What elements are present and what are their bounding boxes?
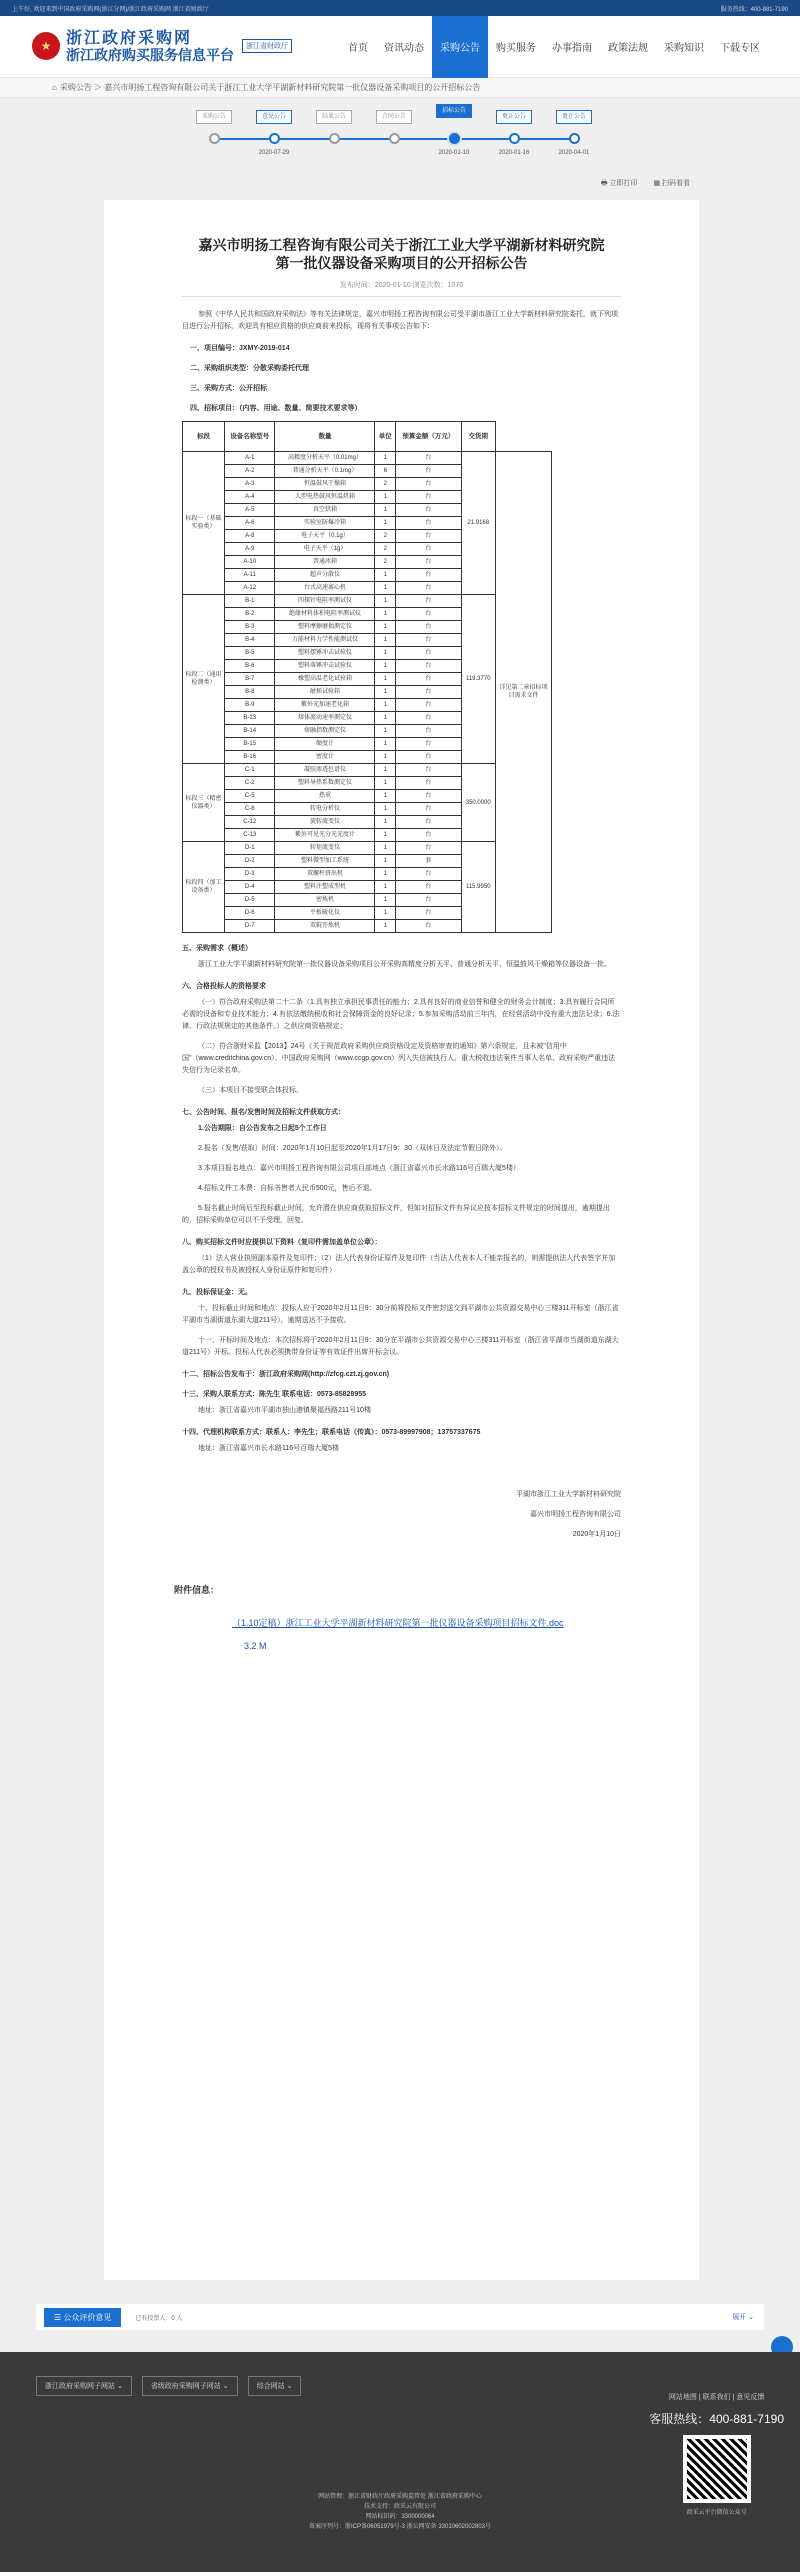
table-cell: 2 — [375, 543, 396, 556]
site-logo[interactable] — [32, 30, 292, 63]
table-cell: B-3 — [225, 621, 275, 634]
step-label[interactable]: 合同公告 — [376, 110, 412, 124]
table-cell: 台 — [396, 673, 461, 686]
table-cell: 塑料导热系数测定仪 — [275, 777, 375, 790]
signature-block: 平湖市浙江工业大学新材料研究院 嘉兴市明扬工程咨询有限公司 2020年1月10日 — [516, 1491, 621, 1538]
table-cell: 台 — [396, 751, 461, 764]
table-cell: 台 — [396, 829, 461, 842]
table-cell: 热重 — [275, 790, 375, 803]
table-cell: B-13 — [225, 712, 275, 725]
table-cell: 6 — [375, 465, 396, 478]
step-label[interactable]: 更正公告 — [496, 110, 532, 124]
nav-item[interactable]: 办事指南 — [552, 43, 592, 54]
top-info-bar — [0, 0, 800, 16]
table-cell: 普通冰箱 — [275, 556, 375, 569]
table-cell: 台 — [396, 738, 461, 751]
step-label[interactable]: 招标公告 — [436, 104, 472, 118]
logo-title: 浙江政府采购网 — [66, 30, 193, 47]
step-date: 2020-01-16 — [498, 150, 530, 156]
table-header: 交货期 — [461, 422, 495, 452]
table-cell: 1 — [375, 608, 396, 621]
step-label[interactable]: 意见公告 — [256, 110, 292, 124]
table-cell: 台 — [396, 504, 461, 517]
table-cell: 1 — [375, 894, 396, 907]
table-cell: C-12 — [225, 816, 275, 829]
lot-budget: 21.9168 — [461, 452, 495, 595]
table-cell: C-13 — [225, 829, 275, 842]
table-cell: 塑料摩擦磨损测定仪 — [275, 621, 375, 634]
table-cell: 1 — [375, 712, 396, 725]
announcement-progress — [0, 98, 800, 198]
table-header: 单位 — [375, 422, 396, 452]
table-cell: B-16 — [225, 751, 275, 764]
table-cell: 1 — [375, 920, 396, 933]
lot-name: 标段三（精密仪器类） — [183, 764, 225, 842]
table-cell: 耐候试验箱 — [275, 686, 375, 699]
national-emblem-icon: ★ — [32, 32, 60, 60]
table-cell: 塑料注塑成型机 — [275, 881, 375, 894]
table-header: 设备名称型号 — [225, 422, 275, 452]
table-cell: 双辊开炼机 — [275, 920, 375, 933]
table-cell: B-9 — [225, 699, 275, 712]
section-14-address: 地址：浙江省嘉兴市长水路116号百瑞大厦5楼 — [198, 1445, 340, 1452]
table-cell: B-4 — [225, 634, 275, 647]
table-cell: 1 — [375, 829, 396, 842]
table-cell: 1 — [375, 647, 396, 660]
table-cell: 四探针电阻率测试仪 — [275, 595, 375, 608]
table-cell: 1 — [375, 751, 396, 764]
table-cell: 转矩流变仪 — [275, 842, 375, 855]
breadcrumb-text[interactable]: 采购公告 ＞ 嘉兴市明扬工程咨询有限公司关于浙江工业大学平湖新材料研究院第一批仪器设备采购项目的公开招标公告 — [59, 83, 481, 92]
article-intro: 参照《中华人民共和国政府采购法》等有关法律规定，嘉兴市明扬工程咨询有限公司受平湖市浙江工业大学新材料研究院委托，就下列项目进行公开招标，欢迎具有相应资格的供应商前来投标，现将有关事项公告如下： — [182, 311, 618, 330]
lot-budget: 115.9950 — [461, 842, 495, 933]
footer-info: 网站管理：浙江省财政厅政府采购监管处 浙江省政府采购中心 技术支持：政采云有限公司 网站标识码：3300000064 备案序列号：浙ICP备06051979号-3 浙公网安备 33010602002803号 — [308, 2494, 492, 2530]
section-14: 十四、代理机构联系方式：联系人：李先生；联系电话（传真）：0573-89997908；13757337675 — [182, 1429, 481, 1436]
table-cell: 超声分散仪 — [275, 569, 375, 582]
table-cell: B-14 — [225, 725, 275, 738]
wechat-qr-code — [683, 2435, 751, 2503]
table-cell: 1 — [375, 777, 396, 790]
table-cell: B-6 — [225, 660, 275, 673]
table-cell: 1 — [375, 803, 396, 816]
section-8-body: （1）法人营业执照副本原件及复印件；（2）法人代表身份证原件及复印件（当法人代表本人不能亲报名的，则需提供法人代表签字并加盖公章的授权书及被授权人身份证原件和复印件） — [182, 1255, 616, 1274]
section-7-2: 2.报名（发售/获取）时间：2020年1月10日起至2020年1月17日9：30（双休日及法定节假日除外）。 — [198, 1145, 507, 1152]
home-icon[interactable]: ⌂ — [52, 83, 57, 92]
table-cell: 1 — [375, 881, 396, 894]
footer-site-link[interactable]: 综合网站 ⌄ — [248, 2376, 302, 2396]
table-cell: 1 — [375, 660, 396, 673]
table-cell: A-11 — [225, 569, 275, 582]
procurement-method: 三、采购方式：公开招标 — [190, 385, 267, 392]
article-panel — [104, 200, 699, 2280]
table-cell: 1 — [375, 790, 396, 803]
article-meta: 发布时间：2020-01-10 浏览次数：1076 — [182, 280, 621, 297]
footer-site-link[interactable]: 浙江政府采购网子网站 ⌄ — [36, 2376, 132, 2396]
table-cell: 1 — [375, 673, 396, 686]
table-cell: 1 — [375, 634, 396, 647]
table-header: 数量 — [275, 422, 375, 452]
table-cell: A-9 — [225, 543, 275, 556]
table-cell: 台 — [396, 868, 461, 881]
step-dot — [209, 133, 220, 144]
table-cell: 1 — [375, 725, 396, 738]
nav-item[interactable]: 下载专区 — [720, 43, 760, 54]
step-date: 2020-01-10 — [438, 150, 470, 156]
article-title: 嘉兴市明扬工程咨询有限公司关于浙江工业大学平湖新材料研究院 第一批仪器设备采购项目的公开招标公告 — [198, 239, 605, 272]
expand-button[interactable]: 展开 ⌄ — [732, 2314, 754, 2321]
table-cell: 转电分析仪 — [275, 803, 375, 816]
section-9: 九、投标保证金：无。 — [182, 1289, 252, 1296]
table-cell: 1 — [375, 491, 396, 504]
qr-caption: 政采云平台微信公众号 — [686, 2510, 747, 2516]
section-7-1: 1.公告期限：自公告发布之日起5个工作日 — [198, 1125, 327, 1132]
table-cell: 台 — [396, 686, 461, 699]
table-cell: 紫外光加速老化箱 — [275, 699, 375, 712]
table-cell: D-5 — [225, 894, 275, 907]
table-cell: C-8 — [225, 803, 275, 816]
table-cell: 实验室防爆冷箱 — [275, 517, 375, 530]
table-cell: B-2 — [225, 608, 275, 621]
section-6-p3: （三）本项目不接受联合体投标。 — [198, 1087, 303, 1094]
table-cell: 1 — [375, 816, 396, 829]
table-cell: 台 — [396, 543, 461, 556]
step-dot — [449, 133, 460, 144]
main-nav — [340, 16, 768, 78]
lot-name: 标段一（基础实验类） — [183, 452, 225, 595]
table-cell: 双螺杆挤出机 — [275, 868, 375, 881]
table-cell: D-4 — [225, 881, 275, 894]
nav-item[interactable]: 资讯动态 — [384, 43, 424, 54]
table-cell: 台 — [396, 894, 461, 907]
table-cell: 台 — [396, 907, 461, 920]
hotline-text: 服务热线：400-881-7190 — [720, 6, 788, 13]
nav-item[interactable]: 购买服务 — [496, 43, 536, 54]
step-label[interactable]: 更正公告 — [556, 110, 592, 124]
table-cell: 绝缘材料体积电阻率测试仪 — [275, 608, 375, 621]
table-cell: 旋转流变仪 — [275, 816, 375, 829]
table-cell: 1 — [375, 738, 396, 751]
table-cell: 台 — [396, 712, 461, 725]
table-cell: D-7 — [225, 920, 275, 933]
lot-budget: 350.0000 — [461, 764, 495, 842]
table-cell: 1 — [375, 699, 396, 712]
table-cell: 熔融指数测定仪 — [275, 725, 375, 738]
table-cell: A-3 — [225, 478, 275, 491]
section-13: 十三、采购人联系方式：陈先生 联系电话：0573-85828955 — [182, 1391, 366, 1398]
section-8-title: 八、购买招标文件时应提供以下资料（复印件需加盖单位公章）： — [182, 1239, 382, 1246]
section-7-4: 4.招标文件工本费：自标书售者人民币500元，售后不退。 — [198, 1185, 377, 1192]
table-cell: 凝胶渗透色谱仪 — [275, 764, 375, 777]
table-cell: 台 — [396, 634, 461, 647]
table-cell: 台 — [396, 582, 461, 595]
table-cell: 台 — [396, 621, 461, 634]
table-cell: 台式高速离心机 — [275, 582, 375, 595]
attachment-link[interactable]: （1.10定稿）浙江工业大学平湖新材料研究院第一批仪器设备采购项目招标文件.doc — [232, 1618, 564, 1628]
table-cell: 2 — [375, 556, 396, 569]
table-cell: 万能材料力学性能测试仪 — [275, 634, 375, 647]
table-cell: A-10 — [225, 556, 275, 569]
footer-site-links — [0, 2352, 800, 2396]
section-12: 十二、招标公告发布于：浙江政府采购网(http://zfcg.czt.zj.gov.cn) — [182, 1371, 390, 1378]
table-cell: D-2 — [225, 855, 275, 868]
table-cell: 台 — [396, 660, 461, 673]
table-cell: A-8 — [225, 530, 275, 543]
table-cell: 紫外可见光分光光度计 — [275, 829, 375, 842]
table-cell: 熔体流动速率测定仪 — [275, 712, 375, 725]
table-cell: 2 — [375, 478, 396, 491]
step-dot — [389, 133, 400, 144]
feedback-bar — [36, 2304, 764, 2330]
table-cell: 2 — [375, 530, 396, 543]
table-cell: B-5 — [225, 647, 275, 660]
table-cell: 台 — [396, 699, 461, 712]
lot-name: 标段二（通用检测类） — [183, 595, 225, 764]
table-cell: 1 — [375, 569, 396, 582]
table-cell: B-1 — [225, 595, 275, 608]
table-cell: 塑料微型加工系统 — [275, 855, 375, 868]
table-cell: 1 — [375, 517, 396, 530]
tender-items-heading: 四、招标项目：（内容、用途、数量、简要技术要求等） — [190, 405, 362, 412]
section-6-p2: （二）符合浙财采监【2013】24号《关于规范政府采购供应商资格设定及资格审查的通知》第六条规定，且未被"信用中国"（www.creditchina.gov.cn）、中国政府采购网（www.ccgp.gov.cn）列入失信被执行人、重大税收违法案件当事人名单、政府采购严重违法失信行为记录名单。 — [182, 1043, 616, 1074]
table-cell: 密度计 — [275, 751, 375, 764]
project-number: 一、项目编号：JXMY-2019-014 — [190, 345, 290, 352]
footer-contact — [649, 2392, 784, 2516]
qr-button[interactable]: ▦ 扫码看看 — [653, 180, 690, 187]
feedback-tag[interactable]: ☰ 公众评价意见 — [44, 2308, 121, 2327]
nav-item[interactable]: 采购公告 — [432, 16, 488, 78]
table-cell: 1 — [375, 621, 396, 634]
welcome-text: 上午好, 欢迎来到中国政府采购网(浙江分网)/浙江政府采购网 浙江省财政厅 — [12, 6, 209, 13]
table-cell: 1 — [375, 595, 396, 608]
table-cell: 台 — [396, 803, 461, 816]
vote-count: 已有投票人：0 人 — [135, 2315, 183, 2322]
table-cell: 台 — [396, 764, 461, 777]
table-cell: 1 — [375, 907, 396, 920]
progress-tools — [601, 178, 690, 190]
section-10: 十、投标截止时间和地点：投标人应于2020年2月11日9：30分前将投标文件密封送交到平湖市公共资源交易中心三楼311开标室（浙江省平湖市当湖街道东湖大道211号），逾期送达不予接收。 — [182, 1305, 619, 1324]
step-date: 2020-07-29 — [258, 150, 290, 156]
table-cell: 1 — [375, 686, 396, 699]
attachment-size: 3.2 M — [244, 1641, 267, 1651]
footer-site-link[interactable]: 省级政府采购网子网站 ⌄ — [142, 2376, 238, 2396]
logo-subtitle: 浙江政府购买服务信息平台 — [66, 46, 234, 63]
table-cell: 台 — [396, 530, 461, 543]
table-cell: 1 — [375, 504, 396, 517]
table-cell: 高精度分析天平（0.01mg） — [275, 452, 375, 465]
table-cell: A-5 — [225, 504, 275, 517]
site-header — [0, 16, 800, 78]
section-13-address: 地址：浙江省嘉兴市平湖市独山港镇聚福西路211号10楼 — [198, 1407, 371, 1414]
table-cell: 台 — [396, 777, 461, 790]
table-cell: A-12 — [225, 582, 275, 595]
table-cell: 大型电热鼓风恒温烘箱 — [275, 491, 375, 504]
nav-item[interactable]: 政策法规 — [608, 43, 648, 54]
table-cell: D-6 — [225, 907, 275, 920]
table-cell: C-1 — [225, 764, 275, 777]
table-cell: 1 — [375, 842, 396, 855]
section-7-title: 七、公告时间、报名/发售时间及招标文件获取方式： — [182, 1109, 345, 1116]
nav-item[interactable]: 采购知识 — [664, 43, 704, 54]
section-11: 十一、开标时间及地点：本次招标将于2020年2月11日9：30分在平湖市公共资源交易中心三楼311开标室（浙江省平湖市当湖街道东湖大道211号）开标。投标人代表必须携带身份证等有效证件出席开标会议。 — [182, 1337, 619, 1356]
table-cell: A-1 — [225, 452, 275, 465]
step-label[interactable]: 采购公告 — [196, 110, 232, 124]
progress-steps — [196, 98, 596, 198]
table-cell: B-7 — [225, 673, 275, 686]
table-cell: B-8 — [225, 686, 275, 699]
table-cell: D-3 — [225, 868, 275, 881]
site-footer — [0, 2352, 800, 2572]
logo-tag: 浙江省财政厅 — [242, 39, 292, 53]
lot-name: 标段四（加工设备类） — [183, 842, 225, 933]
table-cell: 塑料摆锤冲击试验仪 — [275, 647, 375, 660]
table-cell: 1 — [375, 764, 396, 777]
footer-quick-links[interactable]: 网站地图 | 联系我们 | 意见反馈 — [668, 2394, 765, 2401]
table-cell: 电子天平（0.1g） — [275, 530, 375, 543]
table-cell: 台 — [396, 725, 461, 738]
step-dot — [269, 133, 280, 144]
table-cell: 平板硫化仪 — [275, 907, 375, 920]
step-date: 2020-04-01 — [558, 150, 590, 156]
breadcrumb — [0, 78, 800, 98]
table-cell: 1 — [375, 855, 396, 868]
step-dot — [329, 133, 340, 144]
attachment-heading: 附件信息： — [174, 1585, 220, 1595]
table-cell: 台 — [396, 556, 461, 569]
table-cell: 台 — [396, 842, 461, 855]
table-cell: 台 — [396, 595, 461, 608]
section-7-3: 3.本项目报名地点：嘉兴市明扬工程咨询有限公司项目部地点（浙江省嘉兴市长水路116号百瑞大厦5楼） — [198, 1165, 520, 1172]
table-cell: 套 — [396, 855, 461, 868]
table-cell: C-2 — [225, 777, 275, 790]
table-cell: 台 — [396, 647, 461, 660]
section-5-body: 浙江工业大学平湖新材料研究院第一批仪器设备采购项目公开采购高精度分析天平、普通分析天平、恒温鼓风干燥箱等仪器设备一批。 — [198, 961, 611, 968]
section-7-5: 5.报名截止时间后至投标截止时间，允许潜在供应商获取招标文件，但如对招标文件有异议应按本招标文件规定的时间提出，逾期提出的，招标采购单位可以不予受理，回复。 — [182, 1205, 610, 1224]
table-row — [183, 452, 552, 465]
table-cell: 恒温鼓风干燥箱 — [275, 478, 375, 491]
table-cell: 1 — [375, 868, 396, 881]
table-header: 预算金额（万元） — [396, 422, 461, 452]
lot-budget: 119.3770 — [461, 595, 495, 764]
step-dot — [569, 133, 580, 144]
table-cell: 台 — [396, 816, 461, 829]
table-cell: 台 — [396, 465, 461, 478]
table-cell: 1 — [375, 582, 396, 595]
procurement-type: 二、采购组织类型：分散采购委托代理 — [190, 365, 309, 372]
step-dot — [509, 133, 520, 144]
tender-items-table — [182, 421, 552, 933]
print-button[interactable]: 🖶 立即打印 — [600, 180, 638, 187]
table-cell: C-5 — [225, 790, 275, 803]
table-cell: 台 — [396, 608, 461, 621]
table-header: 标段 — [183, 422, 225, 452]
table-cell: 橡塑高温老化试验箱 — [275, 673, 375, 686]
table-cell: 电子天平（1g） — [275, 543, 375, 556]
table-cell: A-2 — [225, 465, 275, 478]
section-6-p1: （一）符合政府采购法第二十二条（1.具有独立承担民事责任的能力；2.具有良好的商业信誉和健全的财务会计制度；3.具有履行合同所必需的设备和专业技术能力；4.有依法缴纳税收和社会保障资金的良好记录；5.参加采购活动前三年内，在经营活动中没有重大违法记录；6.法律、行政法规规定的其他条件。）之供应商资格规定； — [182, 999, 620, 1030]
table-cell: 密炼机 — [275, 894, 375, 907]
nav-item[interactable]: 首页 — [348, 43, 368, 54]
table-cell: 台 — [396, 491, 461, 504]
table-cell: 台 — [396, 478, 461, 491]
table-cell: B-15 — [225, 738, 275, 751]
delivery-cell: 详见第二章招标项目需求文件 — [496, 452, 552, 933]
table-cell: 台 — [396, 920, 461, 933]
section-5-title: 五、采购需求（概述） — [182, 945, 252, 952]
footer-phone: 客服热线：400-881-7190 — [649, 2412, 784, 2426]
table-cell: A-6 — [225, 517, 275, 530]
table-cell: 台 — [396, 452, 461, 465]
table-cell: 1 — [375, 452, 396, 465]
table-cell: A-4 — [225, 491, 275, 504]
table-cell: 普通分析天平（0.1mg） — [275, 465, 375, 478]
table-cell: 真空烘箱 — [275, 504, 375, 517]
section-6-title: 六、合格投标人的资格要求 — [182, 983, 266, 990]
table-cell: 塑料落锤冲击试验仪 — [275, 660, 375, 673]
table-cell: 台 — [396, 569, 461, 582]
table-cell: 台 — [396, 517, 461, 530]
table-cell: 硬度计 — [275, 738, 375, 751]
table-cell: 台 — [396, 881, 461, 894]
table-cell: 台 — [396, 790, 461, 803]
table-cell: D-1 — [225, 842, 275, 855]
step-label[interactable]: 结果公告 — [316, 110, 352, 124]
